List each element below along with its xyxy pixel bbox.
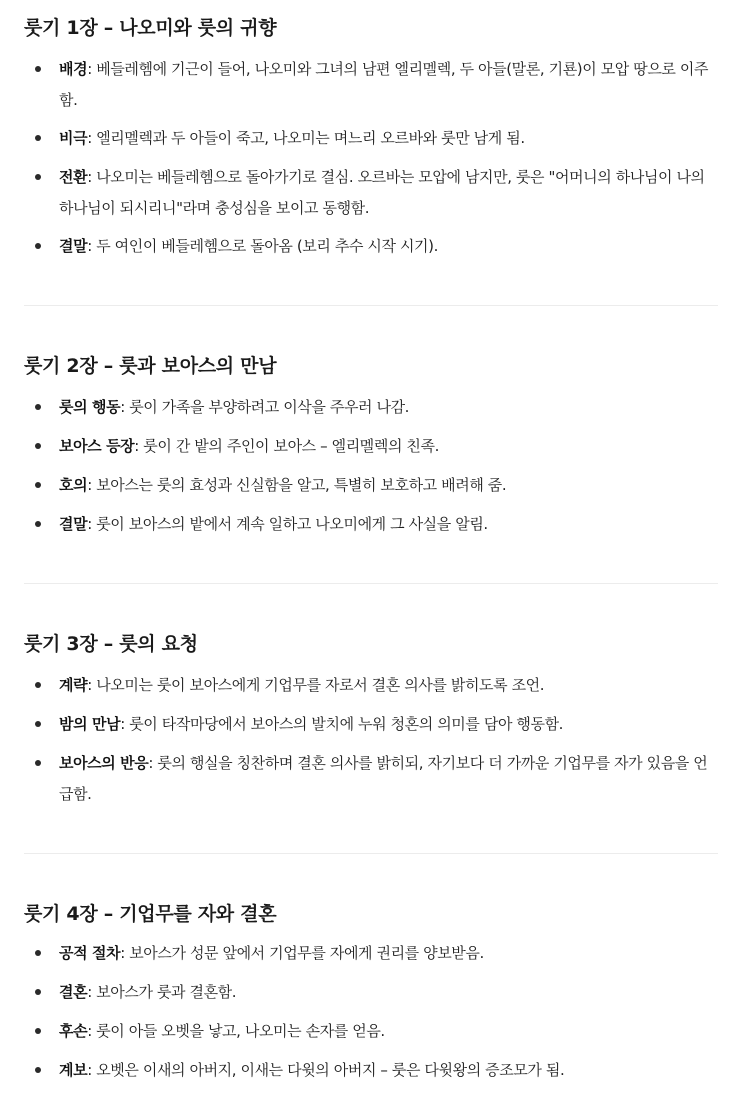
item-term: 계보	[59, 1061, 88, 1079]
item-term: 후손	[59, 1022, 88, 1040]
item-text: : 룻의 행실을 칭찬하며 결혼 의사를 밝히되, 자기보다 더 가까운 기업무를 자가 있음을 언급함.	[59, 754, 708, 803]
item-term: 전환	[59, 168, 88, 186]
bullet-icon	[35, 950, 41, 956]
bullet-icon	[35, 1067, 41, 1073]
item-term: 보아스의 반응	[59, 754, 149, 772]
item-text: : 룻이 타작마당에서 보아스의 발치에 누워 청혼의 의미를 담아 행동함.	[120, 715, 564, 733]
section-divider	[24, 583, 718, 584]
item-text: : 베들레헴에 기근이 들어, 나오미와 그녀의 남편 엘리멜렉, 두 아들(말론, 기룐)이 모압 땅으로 이주함.	[59, 60, 709, 109]
bullet-icon	[35, 482, 41, 488]
section-heading: 룻기 4장 – 기업무를 자와 결혼	[24, 903, 277, 925]
item-text: : 두 여인이 베들레헴으로 돌아옴 (보리 추수 시작 시기).	[87, 237, 438, 255]
item-term: 계략	[59, 676, 88, 694]
item-term: 공적 절차	[59, 944, 121, 962]
bullet-icon	[35, 721, 41, 727]
bullet-icon	[35, 989, 41, 995]
item-text: : 보아스가 성문 앞에서 기업무를 자에게 권리를 양보받음.	[120, 944, 484, 962]
section-divider	[24, 305, 718, 306]
bullet-icon	[35, 66, 41, 72]
item-text: : 보아스는 룻의 효성과 신실함을 알고, 특별히 보호하고 배려해 줌.	[87, 476, 507, 494]
section-heading: 룻기 1장 – 나오미와 룻의 귀향	[24, 17, 277, 39]
bullet-icon	[35, 135, 41, 141]
bullet-icon	[35, 443, 41, 449]
item-text: : 룻이 아들 오벳을 낳고, 나오미는 손자를 얻음.	[87, 1022, 385, 1040]
bullet-icon	[35, 682, 41, 688]
item-text: : 엘리멜렉과 두 아들이 죽고, 나오미는 며느리 오르바와 룻만 남게 됨.	[87, 129, 525, 147]
section-divider	[24, 853, 718, 854]
item-text: : 룻이 가족을 부양하려고 이삭을 주우러 나감.	[120, 398, 410, 416]
item-term: 배경	[59, 60, 88, 78]
item-term: 보아스 등장	[59, 437, 135, 455]
bullet-icon	[35, 760, 41, 766]
item-term: 결말	[59, 515, 88, 533]
item-text: : 나오미는 룻이 보아스에게 기업무를 자로서 결혼 의사를 밝히도록 조언.	[87, 676, 545, 694]
item-term: 룻의 행동	[59, 398, 121, 416]
item-term: 비극	[59, 129, 88, 147]
item-text: : 보아스가 룻과 결혼함.	[87, 983, 237, 1001]
item-text: : 나오미는 베들레헴으로 돌아가기로 결심. 오르바는 모압에 남지만, 룻은 "어머니의 하나님이 나의 하나님이 되시리니"라며 충성심을 보이고 동행함.	[59, 168, 705, 217]
item-term: 결말	[59, 237, 88, 255]
bullet-icon	[35, 174, 41, 180]
bullet-icon	[35, 243, 41, 249]
section-heading: 룻기 3장 – 룻의 요청	[24, 633, 198, 655]
item-term: 밤의 만남	[59, 715, 121, 733]
bullet-icon	[35, 404, 41, 410]
section-heading: 룻기 2장 – 룻과 보아스의 만남	[24, 355, 277, 377]
bullet-icon	[35, 521, 41, 527]
item-text: : 룻이 간 밭의 주인이 보아스 – 엘리멜렉의 친족.	[134, 437, 439, 455]
item-term: 호의	[59, 476, 88, 494]
item-text: : 룻이 보아스의 밭에서 계속 일하고 나오미에게 그 사실을 알림.	[87, 515, 488, 533]
bullet-icon	[35, 1028, 41, 1034]
item-text: : 오벳은 이새의 아버지, 이새는 다윗의 아버지 – 룻은 다윗왕의 증조모가 됨.	[87, 1061, 565, 1079]
item-term: 결혼	[59, 983, 88, 1001]
